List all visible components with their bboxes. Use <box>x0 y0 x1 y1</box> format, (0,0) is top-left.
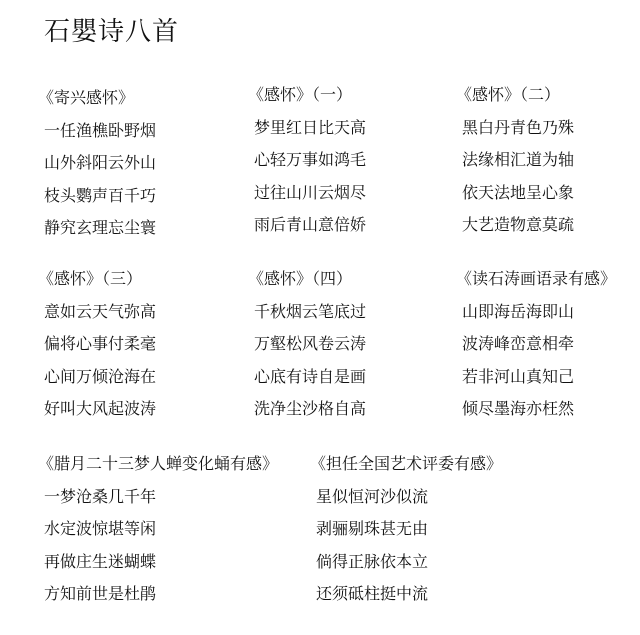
poem-title: 《寄兴感怀》 <box>38 88 135 107</box>
poem-line: 剥骊剔珠甚无由 <box>316 519 429 538</box>
poem-title: 《感怀》（三） <box>38 269 143 288</box>
poem-line: 波涛峰峦意相牵 <box>462 334 575 353</box>
poem-line: 过往山川云烟尽 <box>254 182 367 202</box>
poem-line: 一任渔樵卧野烟 <box>44 120 157 140</box>
poem-la-yue-meng <box>38 453 279 605</box>
poem-line: 若非河山真知己 <box>462 366 575 386</box>
poem-line: 再做庄生迷蝴蝶 <box>44 551 157 571</box>
poem-title: 《感怀》（一） <box>248 85 353 104</box>
poem-line: 心间万倾沧海在 <box>44 366 157 386</box>
poem-line: 黑白丹青色乃殊 <box>462 117 575 137</box>
poem-line: 大艺造物意莫疏 <box>462 215 575 234</box>
poem-line: 依天法地呈心象 <box>462 182 575 202</box>
poem-ji-xing-gan-huai <box>38 87 157 239</box>
page-title: 石嬰诗八首 <box>44 17 180 47</box>
poem-title: 《担任全国艺术评委有感》 <box>310 454 503 473</box>
poem-line: 水定波惊堪等闲 <box>44 519 157 538</box>
poem-line: 方知前世是杜鹃 <box>44 584 157 603</box>
poem-line: 枝头鹦声百千巧 <box>44 185 157 205</box>
poem-line: 一梦沧桑几千年 <box>44 486 157 506</box>
poem-title: 《腊月二十三梦人蝉变化蛹有感》 <box>38 454 279 473</box>
poem-gan-huai-4 <box>248 268 367 420</box>
poem-line: 法缘相汇道为轴 <box>462 150 575 169</box>
poem-title: 《读石涛画语录有感》 <box>456 269 617 288</box>
poem-line: 好叫大风起波涛 <box>44 399 157 418</box>
poem-gan-huai-1 <box>248 84 367 236</box>
poem-quan-guo-yi-shu-ping-wei <box>310 453 503 605</box>
poem-line: 洗净尘沙格自高 <box>254 399 367 418</box>
poem-line: 心轻万事如鸿毛 <box>254 150 367 169</box>
poem-line: 还须砥柱挺中流 <box>316 584 429 603</box>
poem-gan-huai-2 <box>456 84 575 236</box>
poem-line: 梦里红日比天高 <box>254 117 367 137</box>
poem-line: 静究玄理忘尘寰 <box>44 218 157 237</box>
poem-line: 山即海岳海即山 <box>462 301 575 321</box>
poem-line: 星似恒河沙似流 <box>316 486 429 506</box>
poem-title: 《感怀》（二） <box>456 85 561 104</box>
poem-line: 千秋烟云笔底过 <box>254 301 367 321</box>
poem-line: 万壑松风卷云涛 <box>254 334 367 353</box>
poem-line: 意如云天气弥高 <box>44 301 157 321</box>
poem-du-shi-tao-hua-yu-lu <box>456 268 617 420</box>
poem-title: 《感怀》（四） <box>248 269 353 288</box>
poem-line: 倘得正脉依本立 <box>316 551 429 571</box>
poem-line: 偏将心事付柔毫 <box>44 334 157 353</box>
poem-line: 山外斜阳云外山 <box>44 153 157 172</box>
poem-line: 心底有诗自是画 <box>254 366 367 386</box>
poem-line: 雨后青山意倍娇 <box>254 215 367 234</box>
poem-gan-huai-3 <box>38 268 157 420</box>
poem-line: 倾尽墨海亦枉然 <box>462 399 575 418</box>
